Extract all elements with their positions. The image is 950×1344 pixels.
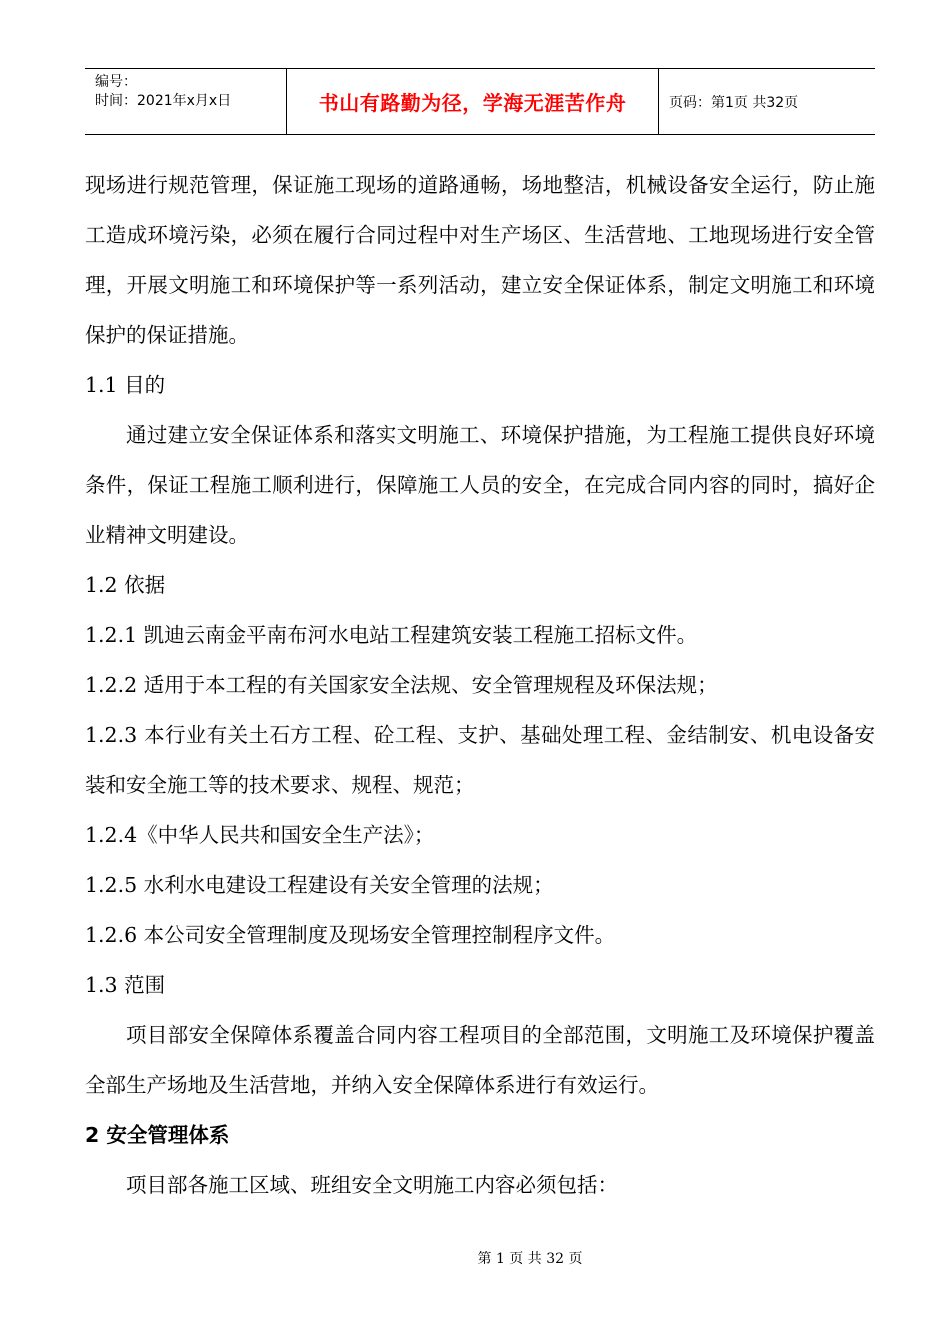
list-item-1-2-6: 1.2.6 本公司安全管理制度及现场安全管理控制程序文件。 (85, 923, 616, 947)
paragraph-1-1: 通过建立安全保证体系和落实文明施工、环境保护措施，为工程施工提供良好环境条件，保证工程施工顺利进行，保障施工人员的安全，在完成合同内容的同时，搞好企业精神文明建设。 (85, 423, 875, 547)
header-page-number: 页码：第1页 共32页 (669, 94, 799, 111)
list-item-1-2-5: 1.2.5 水利水电建设工程建设有关安全管理的法规； (85, 873, 554, 897)
document-time-label: 时间：2021年x月x日 (95, 93, 232, 109)
page-header (85, 68, 875, 135)
heading-1-1: 1.1 目的 (85, 373, 166, 397)
document-number-label: 编号： (95, 74, 137, 90)
heading-2: 2 安全管理体系 (85, 1123, 230, 1147)
paragraph-intro: 现场进行规范管理，保证施工现场的道路通畅，场地整洁，机械设备安全运行，防止施工造成环境污染，必须在履行合同过程中对生产场区、生活营地、工地现场进行安全管理，开展文明施工和环境保护等一系列活动，建立安全保证体系，制定文明施工和环境保护的保证措施。 (85, 173, 875, 347)
list-item-1-2-3: 1.2.3 本行业有关土石方工程、砼工程、支护、基础处理工程、金结制安、机电设备安装和安全施工等的技术要求、规程、规范； (85, 723, 875, 797)
heading-1-2: 1.2 依据 (85, 573, 166, 597)
header-meta (85, 69, 287, 134)
paragraph-2: 项目部各施工区域、班组安全文明施工内容必须包括： (126, 1173, 618, 1197)
document-body (85, 160, 875, 1210)
list-item-1-2-2: 1.2.2 适用于本工程的有关国家安全法规、安全管理规程及环保法规； (85, 673, 718, 697)
heading-1-3: 1.3 范围 (85, 973, 166, 997)
list-item-1-2-4: 1.2.4《中华人民共和国安全生产法》； (85, 823, 435, 847)
header-motto: 书山有路勤为径，学海无涯苦作舟 (287, 69, 659, 134)
paragraph-1-3: 项目部安全保障体系覆盖合同内容工程项目的全部范围，文明施工及环境保护覆盖全部生产场地及生活营地，并纳入安全保障体系进行有效运行。 (85, 1023, 875, 1097)
page-footer: 第 1 页 共 32 页 (477, 1251, 583, 1267)
list-item-1-2-1: 1.2.1 凯迪云南金平南布河水电站工程建筑安装工程施工招标文件。 (85, 623, 698, 647)
